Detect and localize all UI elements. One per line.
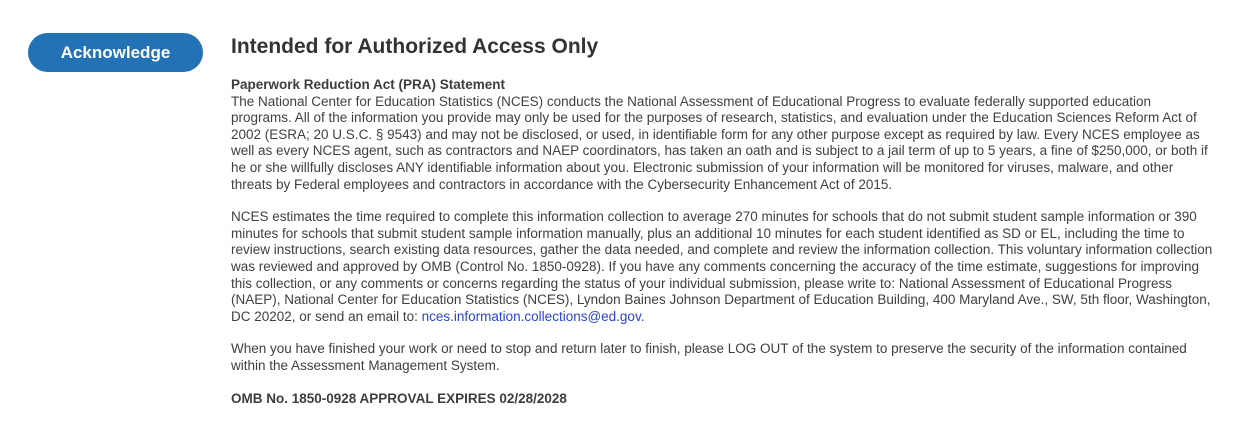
pra-statement-content bbox=[231, 33, 1213, 407]
paragraph-logout-notice: When you have finished your work or need to stop and return later to finish, please LOG OUT of the system to preserve the security of the information contained within the Assessment Management System. bbox=[231, 341, 1187, 373]
acknowledge-button[interactable]: Acknowledge bbox=[28, 33, 203, 72]
omb-approval-line: OMB No. 1850-0928 APPROVAL EXPIRES 02/28/2028 bbox=[231, 390, 567, 406]
acknowledge-button-column bbox=[0, 33, 231, 72]
paragraph-burden-estimate bbox=[231, 209, 1213, 325]
paragraph-pra-statement: The National Center for Education Statistics (NCES) conducts the National Assessment of Educational Progress to evaluate federally supported education programs. All of the information you provide may only be used for the purposes of research, statistics, and evaluation under the Education Sciences Reform Act of 2002 (ESRA; 20 U.S.C. § 9543) and may not be disclosed, or used, in identifiable form for any other purpose except as required by law. Every NCES employee as well as every NCES agent, such as contractors and NAEP coordinators, has taken an oath and is subject to a jail term of up to 5 years, a fine of $250,000, or both if he or she willfully discloses ANY identifiable information about you. Electronic submission of your information will be monitored for viruses, malware, and other threats by Federal employees and contractors in accordance with the Cybersecurity Enhancement Act of 2015. bbox=[231, 93, 1208, 192]
email-link[interactable]: nces.information.collections@ed.gov. bbox=[421, 308, 645, 324]
paragraph-burden-text: NCES estimates the time required to complete this information collection to average 270 minutes for schools that do not submit student sample information or 390 minutes for schools that submit student sample information manually, plus an additional 10 minutes for each student identified as SD or EL, including the time to review instructions, search existing data resources, gather the data needed, and complete and review the information collection. This voluntary information collection was reviewed and approved by OMB (Control No. 1850-0928). If you have any comments concerning the accuracy of the time estimate, suggestions for improving this collection, or any comments or concerns regarding the status of your individual submission, please write to: National Assessment of Educational Progress (NAEP), National Center for Education Statistics (NCES), Lyndon Baines Johnson Department of Education Building, 400 Maryland Ave., SW, 5th floor, Washington, DC 20202, or send an email to: bbox=[231, 209, 1213, 324]
page-title: Intended for Authorized Access Only bbox=[231, 35, 599, 58]
pra-statement-heading: Paperwork Reduction Act (PRA) Statement bbox=[231, 77, 506, 92]
